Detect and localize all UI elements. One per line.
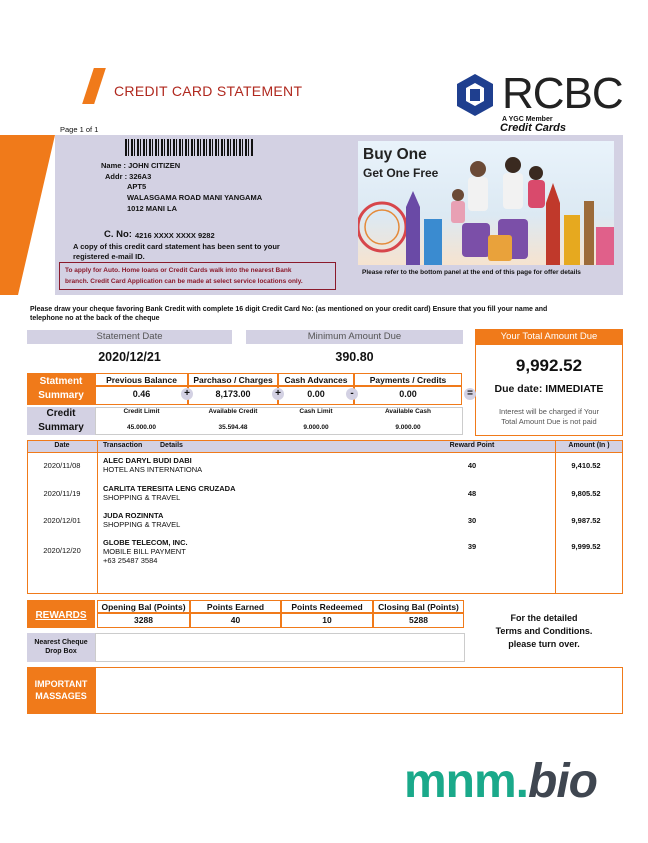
col-date-header: Date	[54, 442, 70, 449]
transaction-merchant: JUDA ROZINNTA	[103, 511, 164, 520]
important-messages-box	[95, 667, 623, 714]
transaction-phone: +63 25487 3584	[103, 556, 158, 565]
terms-note-3: please turn over.	[508, 639, 580, 649]
statement-date-header	[27, 330, 232, 344]
total-due-header	[475, 329, 623, 345]
cheque-instruction-1: Please draw your cheque favoring Bank Credit with complete 16 digit Credit Card No: (as mentioned on your credit card) Ensure that you fill your name and	[30, 306, 548, 313]
statement-summary-label-2: Summary	[38, 390, 84, 401]
statement-title: CREDIT CARD STATEMENT	[114, 83, 303, 99]
column-divider	[97, 441, 98, 593]
transaction-date: 2020/11/19	[43, 489, 81, 498]
account-address-1: Addr : 326A3	[105, 172, 152, 181]
col-reward-header: Reward Point	[449, 442, 495, 449]
interest-note-2: Total Amount Due is not paid	[501, 417, 597, 426]
watermark-part-2: bio	[528, 755, 597, 808]
available-cash-header: Available Cash	[384, 408, 431, 415]
transaction-date: 2020/12/01	[43, 516, 81, 525]
col-details-header: Details	[160, 442, 183, 449]
dropbox-label	[27, 633, 95, 662]
plus-operator-icon: +	[181, 388, 193, 400]
cheque-instruction-2: telephone no at the back of the cheque	[30, 315, 160, 322]
barcode-icon	[125, 139, 253, 156]
dropbox-label-1: Nearest Cheque	[34, 639, 88, 646]
important-label-1: IMPORTANT	[34, 679, 88, 689]
credit-limit-header: Credit Limit	[123, 408, 160, 415]
side-accent-shape	[0, 135, 60, 295]
credit-summary-label-2: Summary	[38, 422, 84, 433]
transaction-date: 2020/12/20	[43, 546, 81, 555]
transaction-category: MOBILE BILL PAYMENT	[103, 547, 186, 556]
minus-operator-icon: -	[346, 388, 358, 400]
total-due-label: Your Total Amount Due	[500, 331, 598, 342]
card-number-label: C. No:	[104, 229, 132, 240]
available-credit-header: Available Credit	[208, 408, 258, 415]
charges-value: 8,173.00	[188, 386, 278, 405]
transaction-category: SHOPPING & TRAVEL	[103, 520, 181, 529]
rewards-label: REWARDS	[35, 610, 87, 621]
rewards-label-box	[27, 600, 95, 628]
prev-balance-value: 0.46	[95, 386, 188, 405]
watermark	[404, 754, 597, 810]
payments-value: 0.00	[354, 386, 462, 405]
dropbox-field	[95, 633, 465, 662]
important-label	[27, 667, 95, 714]
promo-note-2: branch. Credit Card Application can be made at select service locations only.	[65, 278, 303, 285]
transaction-amount: 9,410.52	[571, 461, 601, 470]
page-indicator: Page 1 of 1	[60, 125, 99, 134]
header-divider	[28, 452, 622, 453]
total-due-value: 9,992.52	[515, 356, 583, 375]
transaction-category: SHOPPING & TRAVEL	[103, 493, 181, 502]
transaction-merchant: CARLITA TERESITA LENG CRUZADA	[103, 484, 236, 493]
account-address-4: 1012 MANI LA	[127, 204, 178, 213]
credit-limit-value: 45.000.00	[127, 424, 156, 431]
brand-product: Credit Cards	[500, 122, 567, 134]
brand-name: RCBC	[502, 69, 623, 118]
cash-limit-header: Cash Limit	[299, 408, 333, 415]
rewards-earned-header: Points Earned	[190, 600, 281, 613]
terms-note-1: For the detailed	[510, 613, 578, 623]
due-date: Due date: IMMEDIATE	[494, 383, 604, 395]
card-number: 4216 XXXX XXXX 9282	[135, 231, 215, 240]
available-credit-value: 35.594.48	[218, 424, 248, 431]
available-cash-value: 9.000.00	[395, 424, 421, 431]
transaction-reward: 40	[467, 461, 477, 470]
credit-summary-label-1: Credit	[46, 408, 76, 419]
rewards-closing-value: 5288	[373, 613, 464, 628]
brand-tagline: A YGC Member	[502, 116, 553, 123]
plus-operator-icon: +	[272, 388, 284, 400]
credit-summary-label	[27, 407, 95, 435]
payments-header: Payments / Credits	[354, 373, 462, 386]
terms-note-2: Terms and Conditions.	[495, 626, 593, 636]
cash-advances-value: 0.00	[278, 386, 354, 405]
prev-balance-header: Previous Balance	[95, 373, 188, 386]
promo-headline-2: Get One Free	[363, 166, 439, 180]
account-address-3: WALASGAMA ROAD MANI YANGAMA	[127, 193, 263, 202]
transaction-reward: 48	[467, 489, 477, 498]
promo-note-1: To apply for Auto. Home loans or Credit Cards walk into the nearest Bank	[65, 267, 292, 274]
title-accent-bar	[82, 68, 106, 104]
rcbc-logo-icon	[452, 72, 498, 118]
transaction-reward: 30	[467, 516, 477, 525]
min-due-header	[246, 330, 463, 344]
min-due-value: 390.80	[335, 350, 374, 364]
rewards-opening-value: 3288	[97, 613, 190, 628]
watermark-part-1: mnm.	[404, 755, 529, 808]
transaction-merchant: GLOBE TELECOM, INC.	[103, 538, 188, 547]
promo-caption: Please refer to the bottom panel at the end of this page for offer details	[362, 269, 581, 276]
account-name: Name : JOHN CITIZEN	[101, 161, 181, 170]
rewards-earned-value: 40	[190, 613, 281, 628]
rewards-closing-header: Closing Bal (Points)	[373, 600, 464, 613]
important-label-2: MASSAGES	[35, 691, 87, 701]
statement-date-value: 2020/12/21	[98, 350, 161, 364]
interest-note-1: Interest will be charged if Your	[498, 407, 600, 416]
dropbox-label-2: Drop Box	[45, 648, 77, 655]
transaction-amount: 9,987.52	[571, 516, 601, 525]
transaction-reward: 39	[467, 542, 477, 551]
transaction-amount: 9,805.52	[571, 489, 601, 498]
transaction-amount: 9,999.52	[571, 542, 601, 551]
statement-date-label: Statement Date	[96, 331, 163, 342]
charges-header: Parchaso / Charges	[188, 373, 278, 386]
rewards-opening-header: Opening Bal (Points)	[97, 600, 190, 613]
transaction-date: 2020/11/08	[43, 461, 81, 470]
promo-headline-1: Buy One	[363, 146, 427, 163]
transaction-category: HOTEL ANS INTERNATIONA	[103, 465, 203, 474]
statement-summary-label	[27, 373, 95, 405]
cash-limit-value: 9.000.00	[303, 424, 329, 431]
account-address-2: APT5	[127, 182, 147, 191]
min-due-label: Minimum Amount Due	[307, 331, 402, 342]
col-transaction-header: Transaction	[103, 442, 143, 449]
col-amount-header: Amount (In )	[568, 442, 610, 449]
email-note-1: A copy of this credit card statement has been sent to your	[73, 242, 280, 251]
rewards-redeemed-value: 10	[281, 613, 373, 628]
statement-summary-label-1: Statment	[39, 376, 83, 387]
equals-operator-icon: =	[464, 388, 476, 400]
transaction-merchant: ALEC DARYL BUDI DABI	[103, 456, 192, 465]
email-note-2: registered e-mail ID.	[73, 252, 145, 261]
rewards-redeemed-header: Points Redeemed	[281, 600, 373, 613]
cash-advances-header: Cash Advances	[278, 373, 354, 386]
